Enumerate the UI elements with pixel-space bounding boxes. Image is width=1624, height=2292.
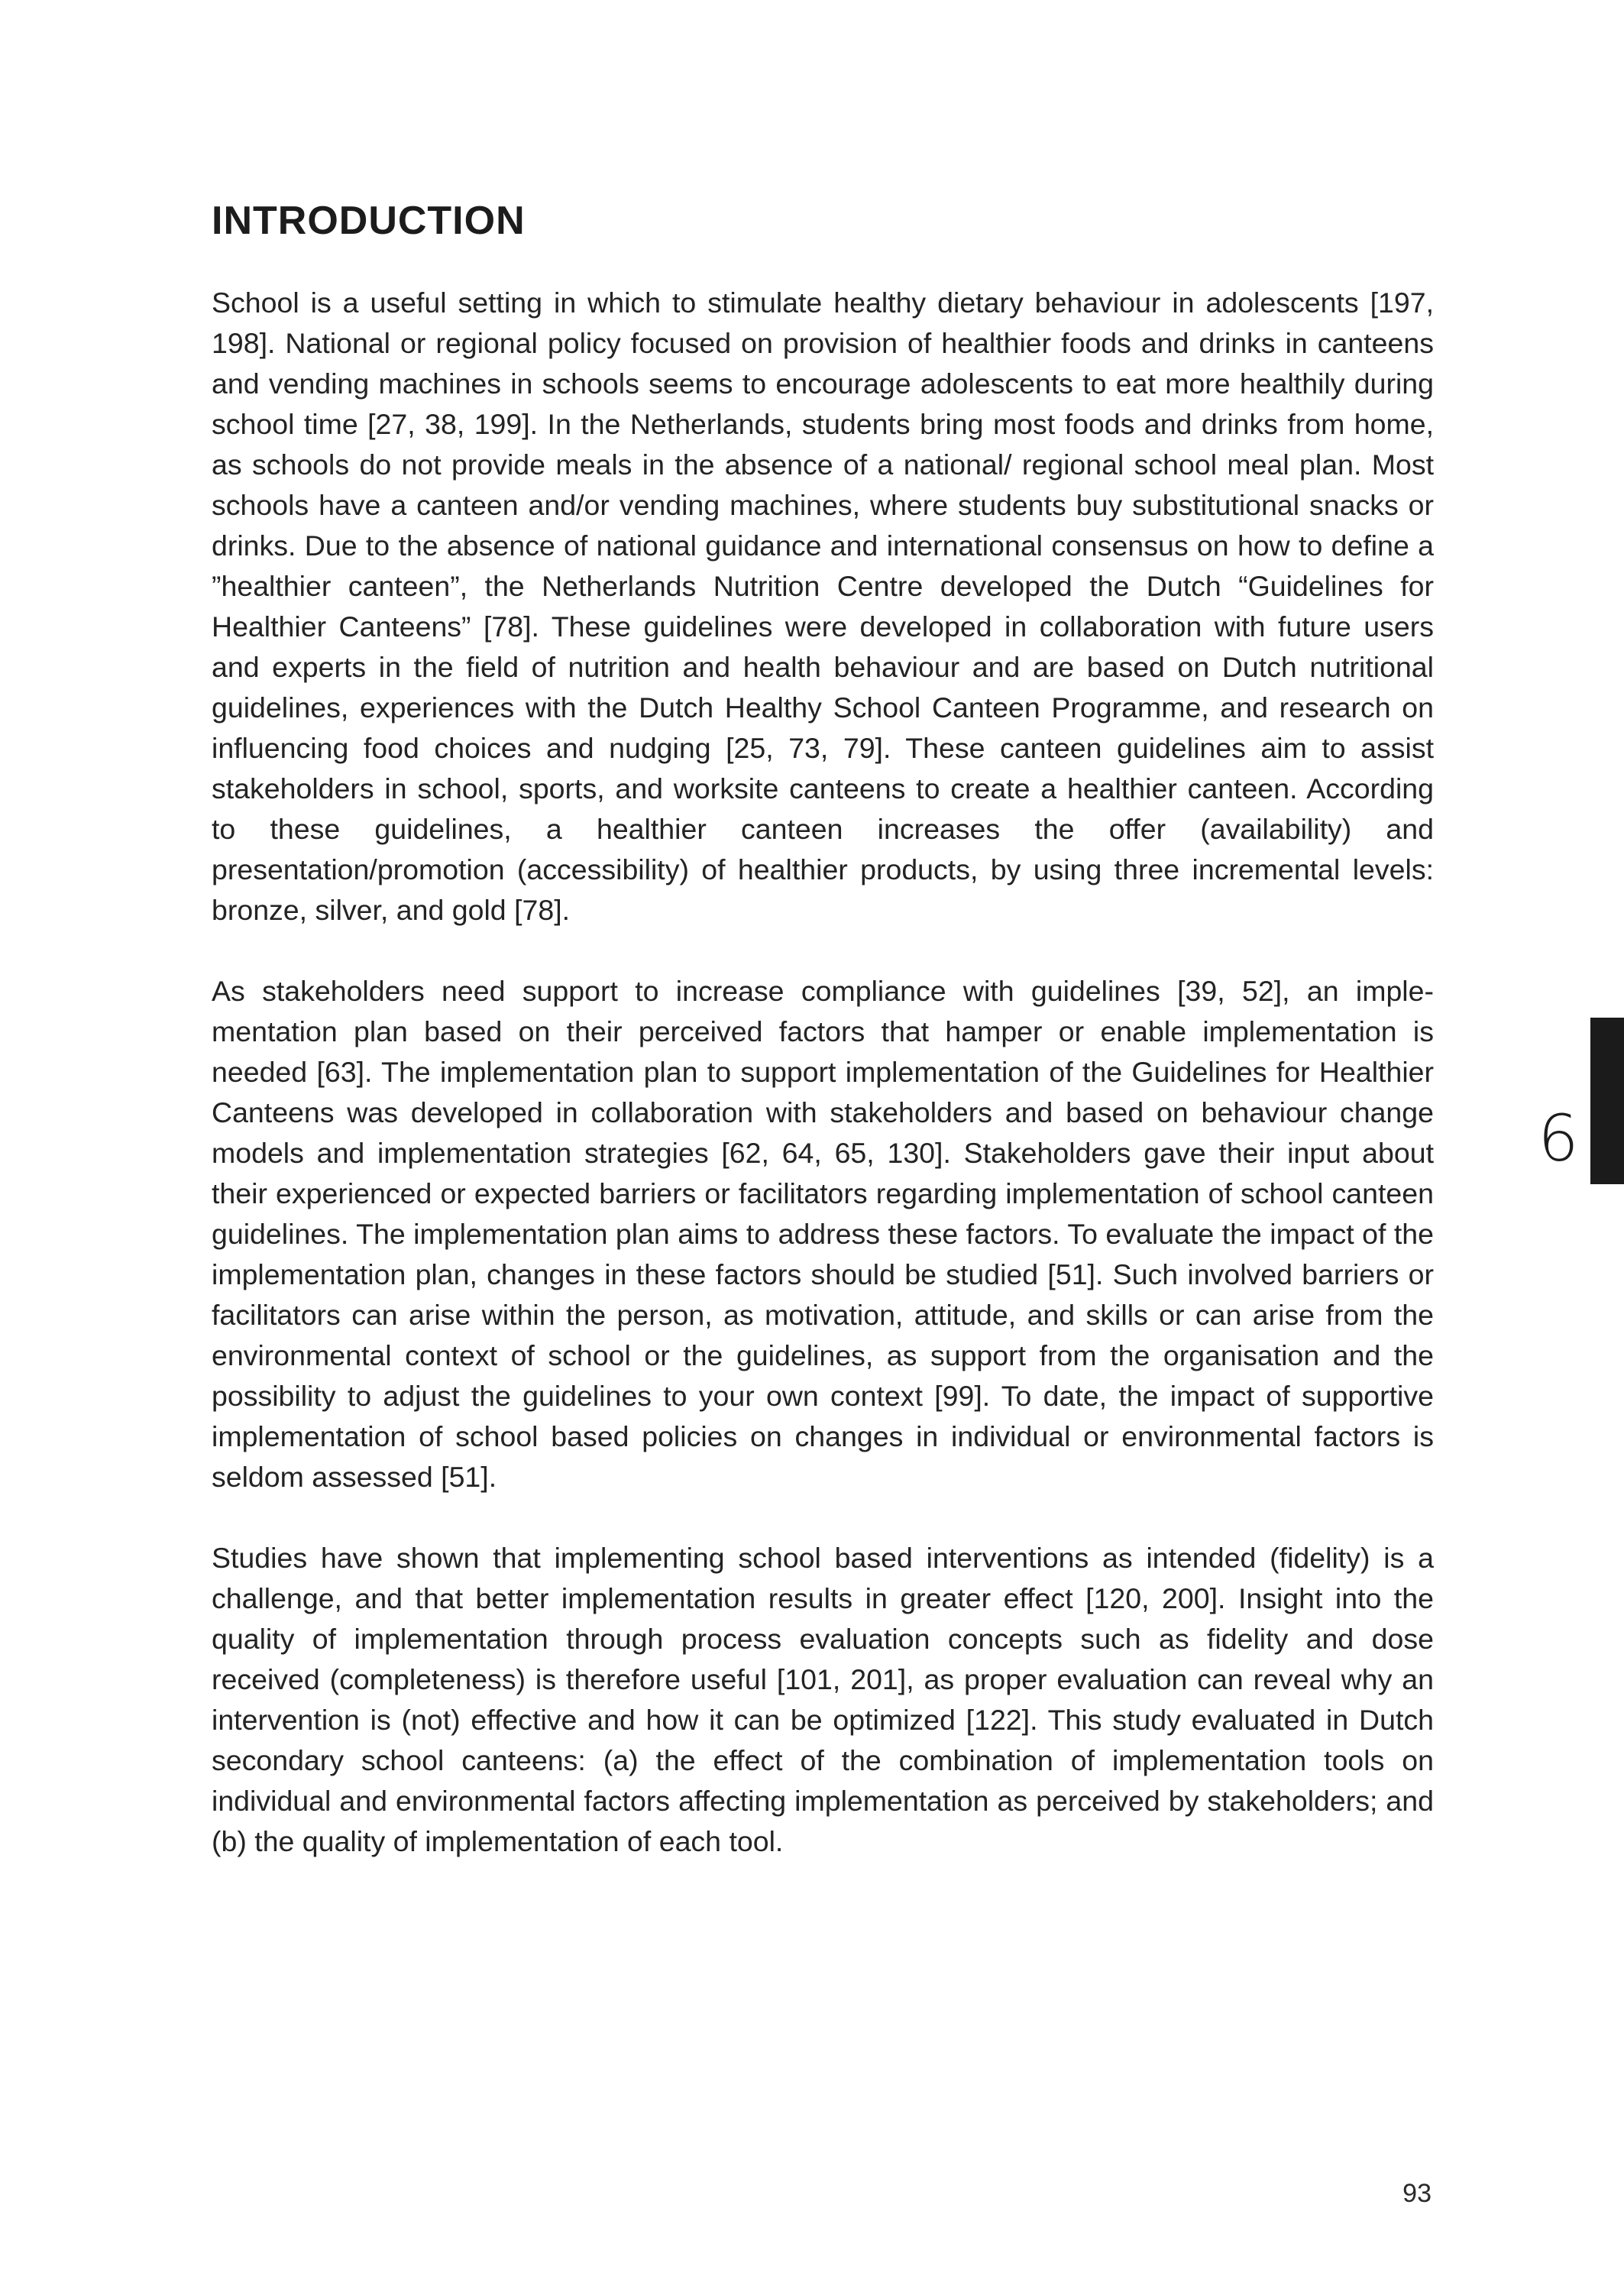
main-text-column <box>212 197 1434 1902</box>
page-number: 93 <box>1402 2179 1432 2208</box>
chapter-number: 6 <box>1538 1101 1579 1176</box>
chapter-tab-marker <box>1590 1018 1624 1184</box>
paragraph-2: As stakeholders need support to increase compliance with guidelines [39, 52], an imple-mentation plan based on their perceived factors that hamper or enable implementation is needed [63]. The implementation plan to support implementation of the Guidelines for Healthier Canteens was developed in collaboration with stakeholders and based on behaviour change models and implementation strategies [62, 64, 65, 130]. Stakeholders gave their input about their experienced or expected barriers or facilitators regarding implementation of school canteen guidelines. The implementation plan aims to address these factors. To evaluate the impact of the implementation plan, changes in these factors should be studied [51]. Such involved barriers or facilitators can arise within the person, as motivation, attitude, and skills or can arise from the environmental context of school or the guidelines, as support from the organisation and the possibility to adjust the guidelines to your own context [99]. To date, the impact of supportive implementation of school based policies on changes in individual or environmental factors is seldom assessed [51]. <box>212 975 1434 1494</box>
paragraph-1: School is a useful setting in which to stimulate healthy dietary behaviour in adolescents [197, 198]. National or regional policy focused on provision of healthier foods and drinks in canteens and vending machines in schools seems to encourage adolescents to eat more healthily during school time [27, 38, 199]. In the Netherlands, students bring most foods and drinks from home, as schools do not provide meals in the absence of a national/ regional school meal plan. Most schools have a canteen and/or vending machines, where students buy substitutional snacks or drinks. Due to the absence of national guidance and international consensus on how to define a ”healthier canteen”, the Netherlands Nutrition Centre developed the Dutch “Guidelines for Healthier Canteens” [78]. These guidelines were developed in collaboration with future users and experts in the field of nutrition and health behaviour and are based on Dutch nutritional guidelines, experiences with the Dutch Healthy School Canteen Programme, and research on influencing food choices and nudging [25, 73, 79]. These canteen guidelines aim to assist stakeholders in school, sports, and worksite canteens to create a healthier canteen. According to these guidelines, a healthier canteen increases the offer (availability) and presentation/promotion (accessibility) of healthier products, by using three incremental levels: bronze, silver, and gold [78]. <box>212 286 1434 927</box>
section-heading: INTRODUCTION <box>212 199 526 243</box>
paragraph-3: Studies have shown that implementing school based interventions as intended (fidelity) is a challenge, and that better implementation results in greater effect [120, 200]. Insight into the quality of implementation through process evaluation concepts such as fidelity and dose received (completeness) is therefore useful [101, 201], as proper evaluation can reveal why an intervention is (not) effective and how it can be optimized [122]. This study evaluated in Dutch secondary school canteens: (a) the effect of the combination of implementation tools on individual and environmental factors affecting implementation as perceived by stakeholders; and (b) the quality of implementation of each tool. <box>212 1542 1434 1858</box>
